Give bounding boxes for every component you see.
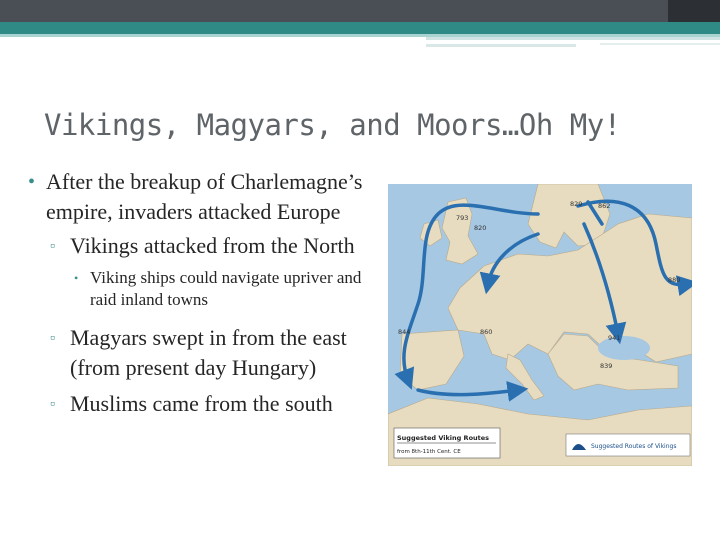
- black-sea: [598, 336, 650, 360]
- viking-routes-map: [388, 184, 692, 466]
- accent-band: [0, 22, 720, 34]
- top-bar-corner: [668, 0, 720, 22]
- map-graphic: [388, 184, 692, 466]
- sub-bullet-item: [24, 323, 364, 383]
- bullet-text: Muslims came from the south: [70, 391, 333, 416]
- year-label: 941: [608, 334, 621, 342]
- bullet-text: After the breakup of Charlemagne’s empire, invaders attacked Europe: [46, 169, 363, 224]
- year-label: 860: [480, 328, 493, 336]
- legend-title: Suggested Viking Routes: [397, 434, 490, 442]
- bullet-list: [24, 167, 364, 425]
- year-label: 820: [474, 224, 487, 232]
- year-label: 793: [456, 214, 469, 222]
- year-label: 839: [600, 362, 613, 370]
- top-bar: [0, 0, 720, 22]
- bullet-text: Viking ships could navigate upriver and raid inland towns: [90, 268, 362, 309]
- decor-stripe: [600, 43, 720, 45]
- decor-stripe: [426, 37, 720, 40]
- year-label: 880: [668, 276, 681, 284]
- bullet-text: Vikings attacked from the North: [70, 233, 355, 258]
- map-badge: [566, 434, 690, 456]
- sub-bullet-item: [24, 231, 364, 261]
- badge-text: Suggested Routes of Vikings: [591, 443, 677, 450]
- bullet-marker: ▫: [50, 331, 55, 346]
- year-label: 829: [570, 200, 583, 208]
- slide-title: Vikings, Magyars, and Moors…Oh My!: [44, 108, 621, 142]
- year-label: 844: [398, 328, 411, 336]
- decor-stripe: [426, 44, 576, 47]
- bullet-text: Magyars swept in from the east (from present day Hungary): [70, 325, 347, 380]
- sub-sub-bullet-item: [24, 267, 364, 311]
- legend-dates: from 8th-11th Cent. CE: [397, 449, 461, 455]
- year-label: 862: [598, 202, 611, 210]
- bullet-marker: ▫: [50, 239, 55, 254]
- sub-bullet-item: [24, 389, 364, 419]
- map-legend: [394, 428, 500, 458]
- bullet-marker: ▫: [50, 397, 55, 412]
- bullet-marker: •: [74, 271, 79, 285]
- bullet-item: [24, 167, 364, 227]
- bullet-marker: •: [28, 171, 36, 193]
